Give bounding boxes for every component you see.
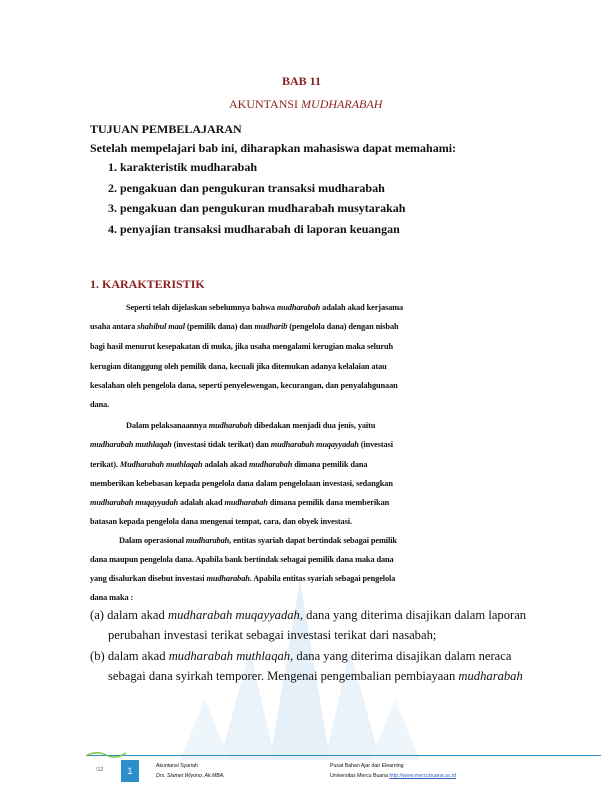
paragraph-line: dana. [90, 400, 110, 409]
objective-item: 3. pengakuan dan pengukuran mudharabah musytarakah [108, 201, 406, 215]
objectives-intro: Setelah mempelajari bab ini, diharapkan mahasiswa dapat memahami: [90, 141, 457, 155]
page-number: 1 [121, 760, 139, 782]
paragraph-line: batasan kepada pengelola dana mengenai tempat, cara, dan obyek investasi. [90, 517, 352, 526]
chapter-number: BAB 11 [282, 74, 322, 88]
paragraph-line: bagi hasil menurut kesepakatan di muka, jika usaha mengalami kerugian maka seluruh [90, 342, 393, 351]
footer-url-link[interactable]: http://www.mercubuana.ac.id [389, 773, 457, 779]
section-heading: 1. KARAKTERISTIK [90, 277, 205, 291]
objective-item: 1. karakteristik mudharabah [108, 160, 258, 174]
list-item-b: (b) dalam akad mudharabah muthlaqah, dana yang diterima disajikan dalam neraca [90, 649, 512, 663]
footer-center-title: Pusat Bahan Ajar dan Elearning [330, 763, 404, 769]
footer-divider [86, 755, 601, 756]
paragraph-line: dana maupun pengelola dana. Apabila bank bertindak sebagai pemilik dana maka dana [90, 555, 394, 564]
paragraph-line: kesalahan oleh pengelola dana, seperti penyelewengan, kecurangan, dan penyalahgunaan [90, 381, 398, 390]
paragraph-line: Dalam operasional mudharabah, entitas syariah dapat bertindak sebagai pemilik [119, 536, 397, 545]
objective-item: 2. pengakuan dan pengukuran transaksi mudharabah [108, 181, 385, 195]
footer-author: Drs. Slamet Wiyono, Ak.MBA. [156, 773, 225, 779]
list-item-a-cont: perubahan investasi terikat sebagai investasi terikat dari nasabah; [108, 628, 437, 642]
list-item-b-cont: sebagai dana syirkah temporer. Mengenai pengembalian pembiayaan mudharabah [108, 669, 523, 683]
paragraph-line: yang disalurkan disebut investasi mudharabah. Apabila entitas syariah sebagai pengelola [90, 574, 396, 583]
list-item-a: (a) dalam akad mudharabah muqayyadah, dana yang diterima disajikan dalam laporan [90, 608, 527, 622]
paragraph-line: kerugian ditanggung oleh pemilik dana, kecuali jika ditemukan adanya kelalaian atau [90, 362, 387, 371]
footer-left-label: \12 [96, 767, 104, 773]
footer-wave-icon [86, 750, 126, 758]
paragraph-line: dana maka : [90, 593, 134, 602]
footer-university: Universitas Mercu Buana http://www.mercubuana.ac.id [330, 773, 457, 779]
footer-course-title: Akuntansi Syariah [156, 763, 198, 769]
paragraph-line: terikat). Mudharabah muthlaqah adalah akad mudharabah dimana pemilik dana [90, 460, 368, 469]
paragraph-line: mudharabah muqayyadah adalah akad mudharabah dimana pemilik dana memberikan [90, 498, 390, 507]
objectives-heading: TUJUAN PEMBELAJARAN [90, 122, 242, 136]
paragraph-line: mudharabah muthlaqah (investasi tidak terikat) dan mudharabah muqayyadah (investasi [90, 440, 393, 449]
paragraph-line: Seperti telah dijelaskan sebelumnya bahwa mudharabah adalah akad kerjasama [126, 303, 404, 312]
chapter-title: AKUNTANSI MUDHARABAH [229, 97, 383, 111]
paragraph-line: Dalam pelaksanaannya mudharabah dibedakan menjadi dua jenis, yaitu [126, 421, 376, 430]
objective-item: 4. penyajian transaksi mudharabah di laporan keuangan [108, 222, 400, 236]
paragraph-line: memberikan kebebasan kepada pengelola dana dalam pengelolaan investasi, sedangkan [90, 479, 393, 488]
paragraph-line: usaha antara shahibul maal (pemilik dana) dan mudharib (pengelola dana) dengan nisbah [90, 322, 399, 331]
